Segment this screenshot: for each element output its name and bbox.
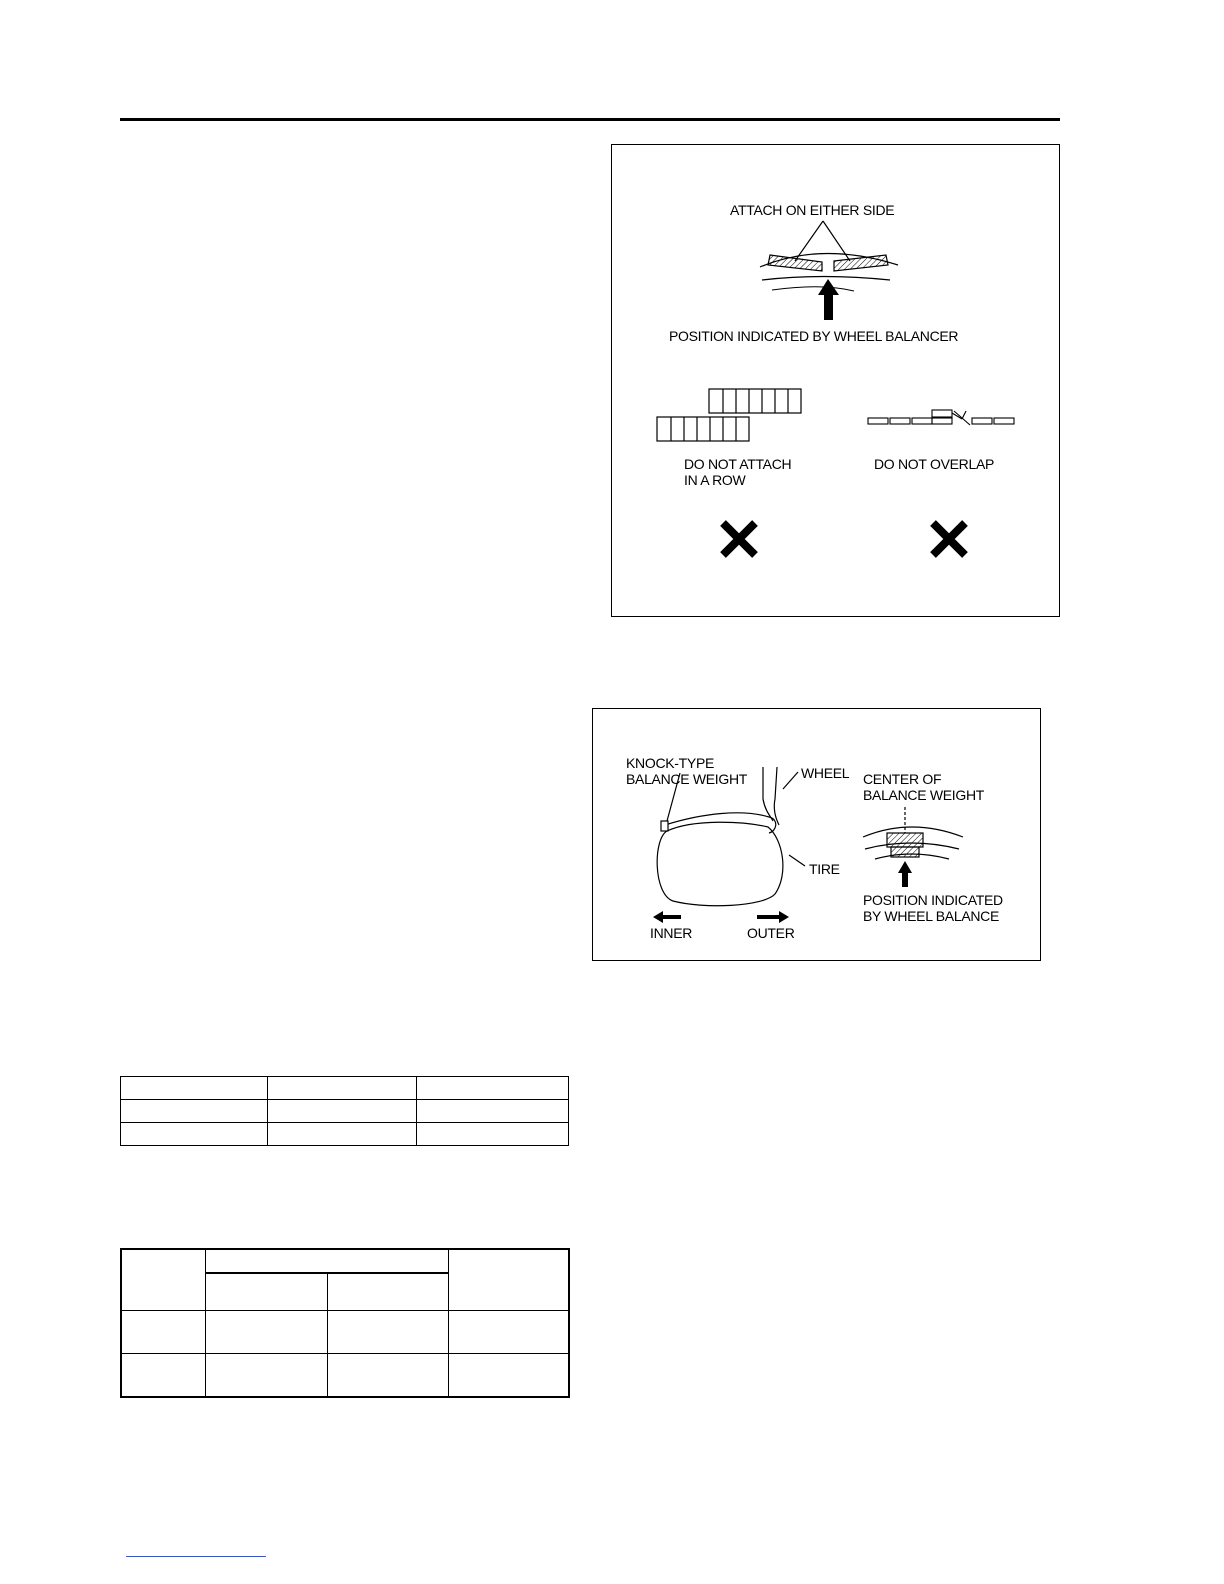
weight-left [768,255,822,271]
table-row [121,1354,569,1398]
table-cell [121,1123,268,1146]
table-cell [448,1311,569,1354]
table-header-row [121,1249,569,1273]
table-cell [417,1100,569,1123]
table-header-cell [205,1249,448,1273]
table-header-cell [448,1249,569,1311]
position-indicated-label: POSITION INDICATED BY WHEEL BALANCER [669,328,959,344]
header-rule [120,118,1060,121]
weight-right [834,255,888,271]
table-cell [267,1123,417,1146]
table-cell [121,1077,268,1100]
table-header-cell [205,1273,327,1311]
table-cell [327,1311,448,1354]
attach-either-side-label: ATTACH ON EITHER SIDE [730,202,895,218]
position-indicated-label: POSITION INDICATED BY WHEEL BALANCE [863,892,1003,924]
inner-label: INNER [650,925,693,941]
figure-weight-attachment [611,144,1060,617]
table-cell [267,1077,417,1100]
footer-link-underline[interactable] [126,1556,266,1557]
center-of-weight-label: CENTER OF BALANCE WEIGHT [863,771,985,803]
cross-icon [723,523,755,555]
cross-icon [933,523,965,555]
table-cell [267,1100,417,1123]
table-header-cell [327,1273,448,1311]
overlap-weights-illustration [868,410,1014,425]
table-row [121,1311,569,1354]
table-row [121,1077,569,1100]
do-not-overlap-label: DO NOT OVERLAP [874,456,995,472]
table-cell [448,1354,569,1398]
outer-label: OUTER [747,925,795,941]
table-header-cell [121,1249,205,1311]
center-weight-illustration [863,807,963,859]
table-cell [417,1123,569,1146]
tire-label: TIRE [809,861,840,877]
position-arrow-icon [898,861,912,887]
table-cell [121,1354,205,1398]
table-cell [327,1354,448,1398]
spec-table-2 [120,1248,570,1398]
do-not-attach-row-label: DO NOT ATTACH IN A ROW [684,456,792,488]
row-weights-illustration [657,389,801,441]
tire-illustration [657,767,805,906]
table-cell [417,1077,569,1100]
figure-knock-type-weight [592,708,1041,961]
arrow-right-icon [757,911,789,923]
table-cell [121,1311,205,1354]
table-cell [121,1100,268,1123]
spec-table-1 [120,1076,569,1146]
table-row [121,1123,569,1146]
knock-type-label: KNOCK-TYPE BALANCE WEIGHT [626,755,748,787]
arrow-left-icon [653,911,681,923]
table-row [121,1100,569,1123]
wheel-label: WHEEL [801,765,850,781]
position-arrow-icon [818,279,839,320]
table-cell [205,1354,327,1398]
table-cell [205,1311,327,1354]
